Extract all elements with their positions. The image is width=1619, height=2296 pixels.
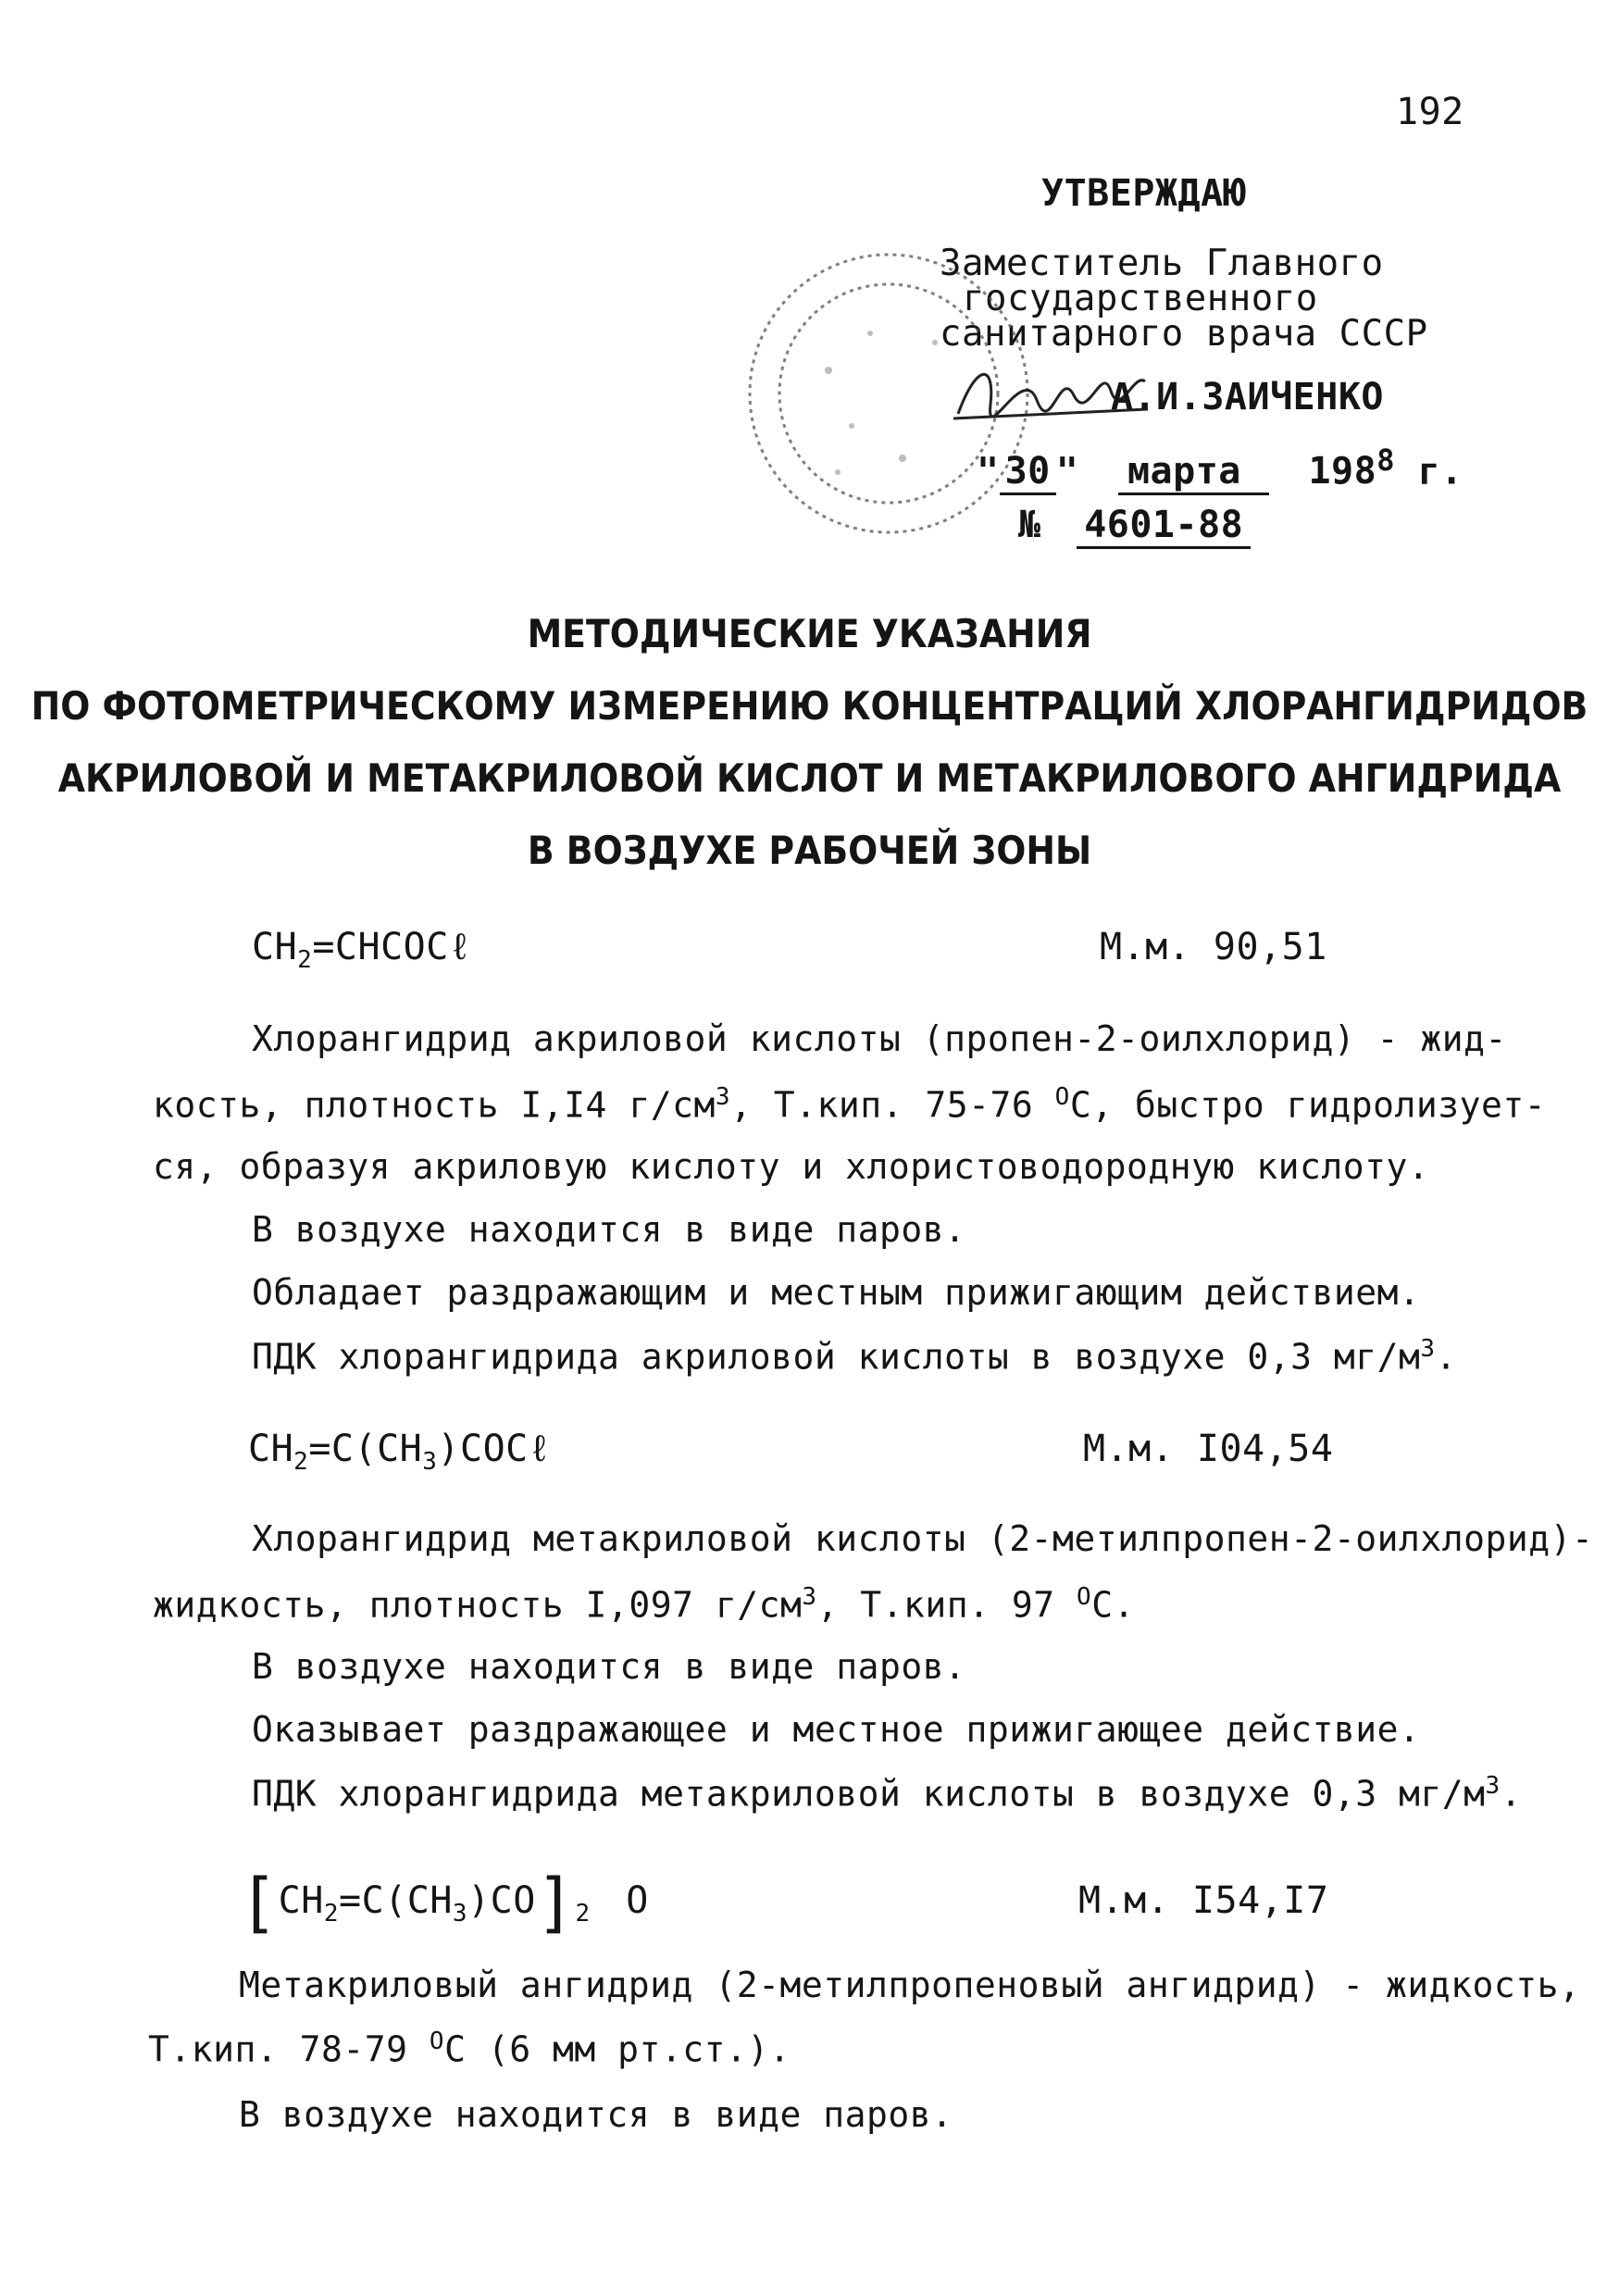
- compound1-line1: Хлорангидрид акриловой кислоты (пропен-2-оилхлорид) - жид-: [252, 1018, 1507, 1059]
- number-value: 4601-88: [1077, 504, 1251, 549]
- compound1-line5: Обладает раздражающим и местным прижигающим действием.: [252, 1272, 1421, 1313]
- compound3-molar-mass: М.м. I54,I7: [1078, 1879, 1329, 1922]
- compound2-line1: Хлорангидрид метакриловой кислоты (2-метилпропен-2-оилхлорид)-: [252, 1518, 1594, 1559]
- compound2-line5: ПДК хлорангидрида метакриловой кислоты в воздухе 0,3 $мг/м^3$.: [252, 1772, 1523, 1815]
- date-year-digit: 8: [1376, 443, 1395, 478]
- compound2-molar-mass: М.м. I04,54: [1083, 1428, 1334, 1470]
- approval-heading: УТВЕРЖДАЮ: [1041, 172, 1247, 215]
- approval-date: " 30 " марта $198^8$ г.: [977, 443, 1463, 493]
- title-line1: МЕТОДИЧЕСКИЕ УКАЗАНИЯ: [527, 611, 1092, 656]
- compound2-line3: В воздухе находится в виде паров.: [252, 1646, 966, 1687]
- date-day: 30: [1000, 450, 1056, 495]
- approval-position-line2: государственного: [963, 278, 1318, 319]
- title-line3: АКРИЛОВОЙ И МЕТАКРИЛОВОЙ КИСЛОТ И МЕТАКРИЛОВОГО АНГИДРИДА: [57, 755, 1562, 801]
- compound1-line3: ся, образуя акриловую кислоту и хлористоводородную кислоту.: [153, 1146, 1430, 1187]
- compound3-line2: Т.кип. 78-79 $^O$С (6 мм рт.ст.).: [148, 2028, 791, 2070]
- compound1-molar-mass: М.м. 90,51: [1100, 926, 1327, 968]
- title-line2: ПО ФОТОМЕТРИЧЕСКОМУ ИЗМЕРЕНИЮ КОНЦЕНТРАЦИЙ ХЛОРАНГИДРИДОВ: [31, 683, 1588, 729]
- compound3-line3: В воздухе находится в виде паров.: [239, 2094, 953, 2135]
- compound2-line4: Оказывает раздражающее и местное прижигающее действие.: [252, 1709, 1421, 1750]
- date-month: марта: [1118, 450, 1269, 495]
- compound3-formula: $[CH_2=C(CH_3)CO]_2$ O: [239, 1865, 649, 1940]
- number-label: №: [1018, 504, 1041, 546]
- approval-number: [1018, 504, 1251, 546]
- date-year-prefix: 198: [1308, 450, 1377, 493]
- date-suffix: г.: [1417, 450, 1463, 493]
- compound1-line4: В воздухе находится в виде паров.: [252, 1209, 966, 1250]
- compound1-line2: кость, плотность I,I4 $г/см^3$, Т.кип. 75-76 $^O$С, быстро гидролизует-: [153, 1083, 1547, 1126]
- approval-position-line1: Заместитель Главного: [940, 243, 1384, 284]
- page-number: 192: [1396, 91, 1464, 133]
- compound3-line1: Метакриловый ангидрид (2-метилпропеновый ангидрид) - жидкость,: [239, 1965, 1581, 2005]
- compound1-formula: $CH_2=CHCOC\ell$: [252, 926, 472, 974]
- compound2-formula: $CH_2=C(CH_3)COC\ell$: [248, 1428, 552, 1476]
- compound1-line6: ПДК хлорангидрида акриловой кислоты в воздухе 0,3 $мг/м^3$.: [252, 1335, 1457, 1378]
- title-line4: В ВОЗДУХЕ РАБОЧЕЙ ЗОНЫ: [527, 828, 1092, 873]
- approval-position-line3: санитарного врача СССР: [940, 313, 1428, 355]
- approver-name: А.И.ЗАИЧЕНКО: [1111, 376, 1384, 418]
- compound2-line2: жидкость, плотность I,097 $г/см^3$, Т.кип. 97 $^O$С.: [153, 1583, 1135, 1626]
